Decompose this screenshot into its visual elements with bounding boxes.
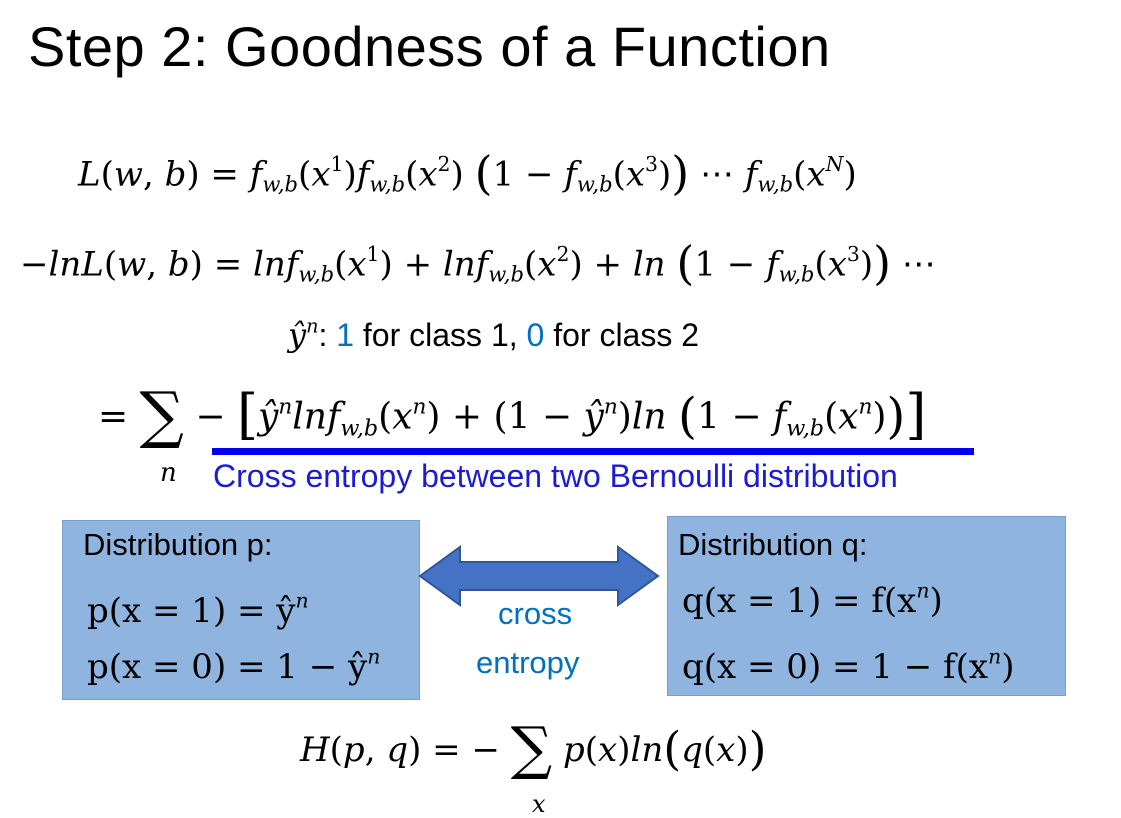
superscript-n: n	[306, 314, 319, 338]
distribution-p-box	[62, 520, 420, 700]
cross-entropy-caption: Cross entropy between two Bernoulli distribution	[213, 458, 898, 494]
slide-title: Step 2: Goodness of a Function	[28, 15, 831, 78]
distribution-q-eq1: $q(x = 1) = f(x^n)$	[682, 578, 943, 621]
distribution-p-eq1: $p(x = 1) = ŷ^n$	[87, 588, 309, 631]
note-colon: :	[318, 317, 337, 353]
neg-log-likelihood-equation: −lnL(w, $b) = \ln f_{w,b}(x^1) + \ln f_{w,b}(x^2) + \ln (1 - f_{w,b}(x^3))$ ⋯	[20, 236, 936, 290]
note-end-text: for class 2	[544, 317, 700, 353]
class2-value: 0	[526, 317, 545, 353]
distribution-q-title: Distribution q:	[678, 527, 868, 562]
cross-entropy-sum-equation: = ∑ − [$ŷ^n\ln f_{w,b}(x^n) + (1$ − $ŷ^n)\ln$ $(1 - f_{w,b}(x^n))$]	[98, 378, 927, 451]
arrow-label-entropy: entropy	[476, 645, 580, 680]
cross-entropy-definition: H(p, q) = − ∑ p(x)ln(q(x))	[300, 714, 767, 782]
class1-value: 1	[336, 317, 355, 353]
arrow-label-cross: cross	[498, 596, 573, 631]
sum-index-x: x	[532, 790, 546, 818]
distribution-p-title: Distribution p:	[83, 527, 273, 562]
cross-entropy-underline	[212, 448, 974, 455]
sum-index-n: n	[160, 458, 177, 488]
label-definition	[288, 316, 699, 354]
distribution-p-eq2: $p(x = 0) = 1 - ŷ^n$	[87, 644, 381, 687]
note-mid-text: for class 1,	[354, 317, 527, 353]
yhat-symbol: ŷ	[288, 316, 307, 354]
distribution-q-box	[667, 516, 1066, 696]
likelihood-equation: L(w, $b) = f_{w,b}(x^1)f_{w,b}(x^2) (1 - f_{w,b}(x^3))$ ⋯ $f_{w,b}(x^N)$	[78, 146, 857, 200]
distribution-q-eq2: $q(x = 0) = 1 - f(x^n)$	[682, 644, 1015, 687]
